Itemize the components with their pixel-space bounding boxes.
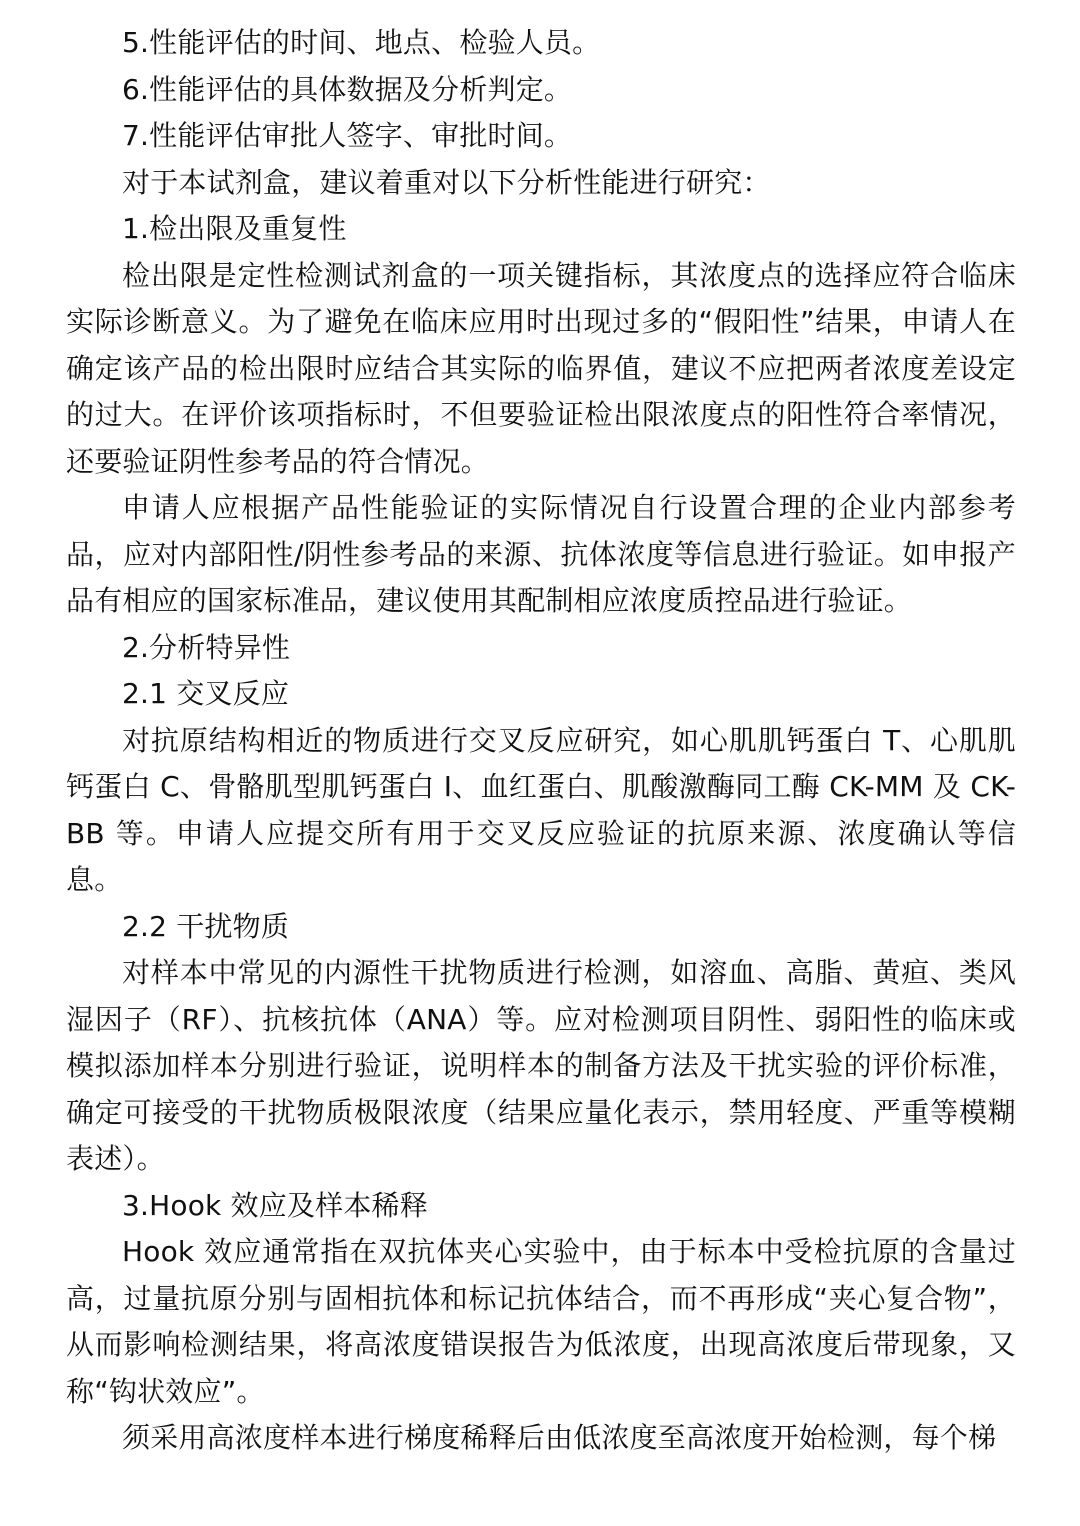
paragraph-cross-reaction: 对抗原结构相近的物质进行交叉反应研究，如心肌肌钙蛋白 T、心肌肌钙蛋白 C、骨骼肌型肌钙蛋白 I、血红蛋白、肌酸激酶同工酶 CK-MM 及 CK-BB 等。申请人应提交所有用于交叉反应验证的抗原来源、浓度确认等信息。 (66, 723, 1016, 896)
subsection-heading-interference: 2.2 干扰物质 (122, 909, 290, 943)
paragraph-dilution: 须采用高浓度样本进行梯度稀释后由低浓度至高浓度开始检测，每个梯 (122, 1421, 997, 1454)
list-item-evaluation-time: 5.性能评估的时间、地点、检验人员。 (122, 26, 601, 59)
section-heading-detection-limit: 1.检出限及重复性 (122, 212, 347, 245)
paragraph-detection-limit: 检出限是定性检测试剂盒的一项关键指标，其浓度点的选择应符合临床实际诊断意义。为了避免在临床应用时出现过多的“假阳性”结果，申请人在确定该产品的检出限时应结合其实际的临界值，建议不应把两者浓度差设定的过大。在评价该项指标时，不但要验证检出限浓度点的阳性符合率情况，还要验证阴性参考品的符合情况。 (66, 258, 1016, 478)
section-heading-hook-effect: 3.Hook 效应及样本稀释 (122, 1188, 428, 1222)
paragraph-interference: 对样本中常见的内源性干扰物质进行检测，如溶血、高脂、黄疸、类风湿因子（RF）、抗核抗体（ANA）等。应对检测项目阴性、弱阳性的临床或模拟添加样本分别进行验证，说明样本的制备方法及干扰实验的评价标准，确定可接受的干扰物质极限浓度（结果应量化表示，禁用轻度、严重等模糊表述）。 (66, 956, 1016, 1175)
paragraph-hook-effect: Hook 效应通常指在双抗体夹心实验中，由于标本中受检抗原的含量过高，过量抗原分别与固相抗体和标记抗体结合，而不再形成“夹心复合物”，从而影响检测结果，将高浓度错误报告为低浓度，出现高浓度后带现象，又称“钩状效应”。 (66, 1235, 1016, 1408)
section-heading-specificity: 2.分析特异性 (122, 630, 291, 664)
paragraph-reference-materials: 申请人应根据产品性能验证的实际情况自行设置合理的企业内部参考品，应对内部阳性/阴性参考品的来源、抗体浓度等信息进行验证。如申报产品有相应的国家标准品，建议使用其配制相应浓度质控品进行验证。 (66, 491, 1016, 617)
document-page (66, 20, 1016, 1462)
list-item-approval-signature: 7.性能评估审批人签字、审批时间。 (122, 119, 573, 152)
paragraph-intro: 对于本试剂盒，建议着重对以下分析性能进行研究： (122, 165, 771, 199)
subsection-heading-cross-reaction: 2.1 交叉反应 (122, 677, 290, 710)
list-item-evaluation-data: 6.性能评估的具体数据及分析判定。 (122, 72, 573, 106)
